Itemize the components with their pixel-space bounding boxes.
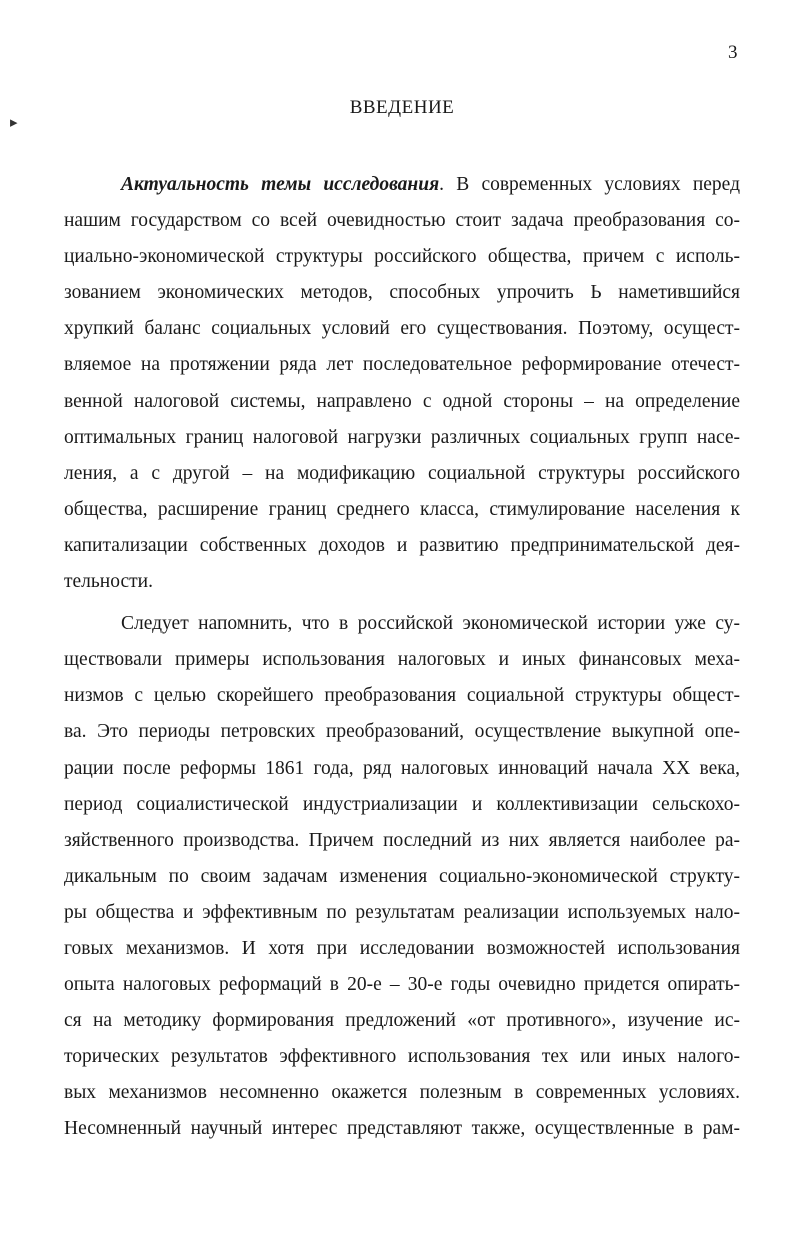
paragraph-line: венной налоговой системы, направлено с одной стороны – на определение — [64, 390, 740, 412]
page-title: ВВЕДЕНИЕ — [349, 97, 455, 118]
paragraph-line: говых механизмов. И хотя при исследовании возможностей использования — [64, 937, 740, 959]
paragraph-relevance — [64, 167, 740, 600]
paragraph-line: ления, а с другой – на модификацию социальной структуры российского — [64, 462, 740, 484]
paragraph-line: тельности. — [64, 571, 153, 593]
paragraph-line: дикальным по своим задачам изменения социально-экономической структу- — [64, 865, 740, 887]
paragraph-line: хрупкий баланс социальных условий его существования. Поэтому, осущест- — [64, 318, 740, 340]
paragraph-line: зованием экономических методов, способных упрочить Ь наметившийся — [64, 282, 740, 304]
paragraph-line: рации после реформы 1861 года, ряд налоговых инноваций начала XX века, — [64, 757, 740, 779]
lead-phrase: Актуальность темы исследования — [121, 174, 440, 195]
paragraph-line: ся на методику формирования предложений «от противного», изучение ис- — [64, 1010, 740, 1032]
paragraph-line: период социалистической индустриализации и коллективизации сельскохо- — [64, 793, 740, 815]
paragraph-line: опыта налоговых реформаций в 20-е – 30-е годы очевидно придется опирать- — [64, 974, 740, 996]
paragraph-line — [64, 167, 740, 203]
paragraph-line: низмов с целью скорейшего преобразования социальной структуры общест- — [64, 685, 740, 707]
paragraph-history — [64, 606, 740, 1147]
paragraph-line: ва. Это периоды петровских преобразований, осуществление выкупной опе- — [64, 721, 740, 743]
body-text — [64, 167, 740, 1148]
paragraph-line: нашим государством со всей очевидностью стоит задача преобразования со- — [64, 210, 740, 232]
paragraph-line: зяйственного производства. Причем последний из них является наиболее ра- — [64, 829, 740, 851]
lead-phrase-continuation: . В современных условиях перед — [439, 174, 740, 195]
paragraph-line: оптимальных границ налоговой нагрузки различных социальных групп насе- — [64, 426, 740, 448]
paragraph-line: Следует напомнить, что в российской экономической истории уже су- — [121, 613, 740, 635]
paragraph-line: ществовали примеры использования налоговых и иных финансовых меха- — [64, 649, 740, 671]
paragraph-line: вых механизмов несомненно окажется полезным в современных условиях. — [64, 1082, 740, 1104]
paragraph-line: ры общества и эффективным по результатам реализации используемых нало- — [64, 901, 740, 923]
paragraph-line: капитализации собственных доходов и развитию предпринимательской дея- — [64, 534, 740, 556]
paragraph-line: торических результатов эффективного использования тех или иных налого- — [64, 1046, 740, 1068]
page-number: 3 — [728, 42, 738, 63]
paragraph-line: циально-экономической структуры российского общества, причем с исполь- — [64, 246, 740, 268]
paragraph-line: общества, расширение границ среднего класса, стимулирование населения к — [64, 498, 740, 520]
margin-mark: ▸ — [10, 115, 18, 131]
paragraph-line: Несомненный научный интерес представляют также, осуществленные в рам- — [64, 1118, 740, 1140]
paragraph-line: вляемое на протяжении ряда лет последовательное реформирование отечест- — [64, 354, 740, 376]
